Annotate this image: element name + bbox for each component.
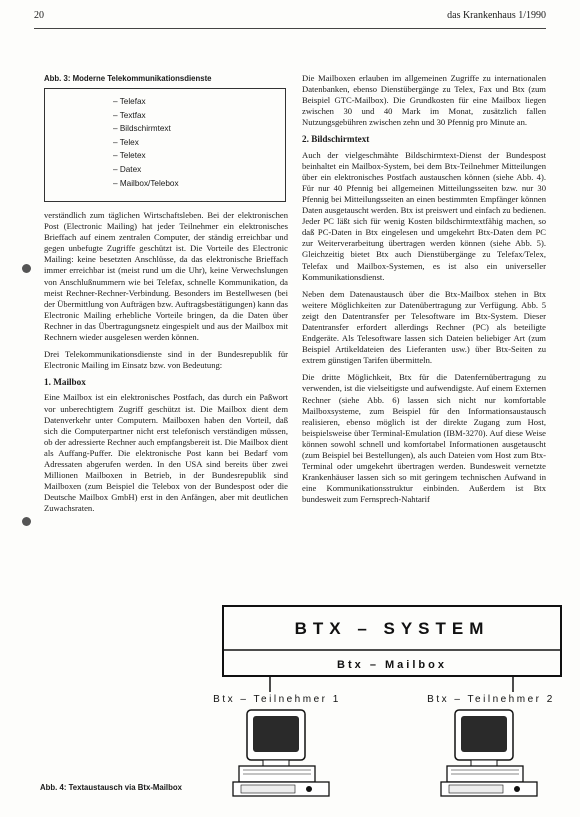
paragraph: Neben dem Datenaustausch über die Btx-Mailbox stehen in Btx weitere Möglichkeiten zur Datenübertragung zur Verfügung. Abb. 5 zeigt den Datentransfer per Telesoftware im Btx-System. Dieser Datentransfer erfordert allerdings Rechner (PC) als beteiligte Endgeräte. Als Telesoftware lassen sich Dateien beliebiger Art (zum Beispiel Artikeldateien des Lieferanten usw.) über Btx-Seiten zu extrem günstigen Tarifen übermitteln. [302,288,546,366]
paragraph: Eine Mailbox ist ein elektronisches Postfach, das durch ein Paßwort vor unberechtigtem Zugriff geschützt ist. Die Mailbox dient dem Datenverkehr unter Computern. Mailboxen haben den Vorteil, daß sich die Computerpartner nicht erst telefonisch verständigen müssen, ob der adressierte Rechner auch empfangsbereit ist. Die Mailbox dient als Auffang-Puffer. Die elektronische Post kann bei Bedarf vom Adressaten abgerufen werden. In den USA sind bereits über zwei Millionen Mailboxen in Betrieb, in der Bundesrepublik sind Mailboxen (zum Beispiel die Telebox von der Bundespost oder die Deutsche Mailbox GmbH) erst in den Anfängen, aber mit deutlichen Zuwachsraten. [44,392,288,514]
service-item: – Telefax [113,95,285,109]
computer-terminal-1 [233,710,329,796]
paragraph: Die Mailboxen erlauben im allgemeinen Zugriffe zu internationalen Datenbanken, ebenso Dienstübergänge zu Telex, Fax und Btx (zum Beispiel GTC-Mailbox). Die Grundkosten für eine Mailbox liegen zwischen 30 und 40 Mark im Monat, zusätzlich fallen Nutzungsgebühren zwischen zehn und 30 Pfennig pro Minute an. [302,73,546,128]
btx-system-diagram [195,600,575,810]
service-item: – Textfax [113,109,285,123]
participant1-label: Btx – Teilnehmer 1 [213,694,341,705]
paragraph: Die dritte Möglichkeit, Btx für die Datenfernübertragung zu verwenden, ist die vielseitigste und aufwendigste. Auf einem Externen Rechner (siehe Abb. 6) lassen sich nicht nur komfortable Mailboxsysteme, zum Beispiel für den Informationsaustausch realisieren, ebenso möglich ist der direkte Zugang zum Host, beispielsweise über Terminal-Emulation (IBM-3270). Auf diese Weise können sowohl schnell und komfortabel Informationen ausgetauscht (zum Beispiel bei Bestellungen), als auch Dateien vom Host zum Btx-Terminal oder umgekehrt übertragen werden. Bundesweit vernetzte Krankenhäuser lassen sich so mit geringem technischen Aufwand in eine Kommunikationsstruktur einbinden. Außerdem ist Btx bundesweit zum Fernsprech-Nahtarif [302,372,546,505]
service-item: – Bildschirmtext [113,122,285,136]
paragraph: Drei Telekommunikationsdienste sind in der Bundesrepublik für Electronic Mailing im Einsatz bzw. von Bedeutung: [44,349,288,371]
service-item: – Teletex [113,149,285,163]
btx-system-label: BTX – SYSTEM [294,619,490,638]
section-heading: 2. Bildschirmtext [302,134,370,145]
participant2-label: Btx – Teilnehmer 2 [427,694,555,705]
btx-mailbox-label: Btx – Mailbox [337,659,447,671]
section-heading: 1. Mailbox [44,377,86,388]
page-header [34,6,546,29]
journal-name: das Krankenhaus 1/1990 [447,10,546,21]
punch-hole-mark [22,264,31,273]
service-item: – Mailbox/Telebox [113,177,285,191]
paragraph: Auch der vielgeschmähte Bildschirmtext-Dienst der Bundespost beinhaltet ein Mailbox-System, bei dem Btx-Teilnehmer Mitteilungen über ein elektronisches Postfach austauschen können (siehe Abb. 4). Für nur 40 Pfennig bei allgemeinen Mitteilungsseiten bzw. nur 30 Pfennig bei Mitteilungsseiten an einen bestimmten Empfänger können Daten ausgetauscht werden. Btx ist preiswert und einfach zu bedienen. Jeder PC läßt sich für wenig Kosten bildschirmtextfähig machen, so daß PC-Daten in Btx eingelesen und umgekehrt Btx-Daten dem PC zur Weiterverarbeitung übertragen werden können (siehe Abb. 5). Gleichzeitig bietet Btx auch Dienstübergänge zu Telefax/Telex, Telefax und Mailbox-Systemen, es ist also ein universeller Kommunikationsdienst. [302,149,546,282]
figure4-caption: Abb. 4: Textaustausch via Btx-Mailbox [40,783,182,792]
service-item: – Telex [113,136,285,150]
paragraph: verständlich zum täglichen Wirtschaftsleben. Bei der elektronischen Post (Electronic Mailing) hat jeder Teilnehmer ein elektronisches Brieffach auf einem zentralen Computer, der ständig erreichbar und gegen unbefugte Zugriffe geschützt ist. Die Vorteile des Electronic Mailing: keine besetzten Anschlüsse, da das elektronische Brieffach immer erreichbar ist (meist rund um die Uhr), keine Verwechslungen von Anschlußnummern wie bei Telefax, schnelle Kommunikation, da meist Rechner-Rechner-Verbindung. Besonders im Bestellwesen (bei der Übermittlung von Aufträgen bzw. Auftragsbestätigungen) kann das Electronic Mailing erhebliche Vorteile bringen, da die Daten über Rechner in das Übertragungsnetz eingespielt und aus der Mailbox mit Rechnern wieder ausgelesen werden können. [44,210,288,343]
page-number: 20 [34,10,44,21]
figure3-caption: Abb. 3: Moderne Telekommunikationsdienste [44,74,212,83]
service-list [45,95,285,190]
computer-terminal-2 [441,710,537,796]
left-column [44,210,288,520]
service-item: – Datex [113,163,285,177]
right-column [302,73,546,511]
figure3-box [44,88,286,202]
punch-hole-mark [22,517,31,526]
